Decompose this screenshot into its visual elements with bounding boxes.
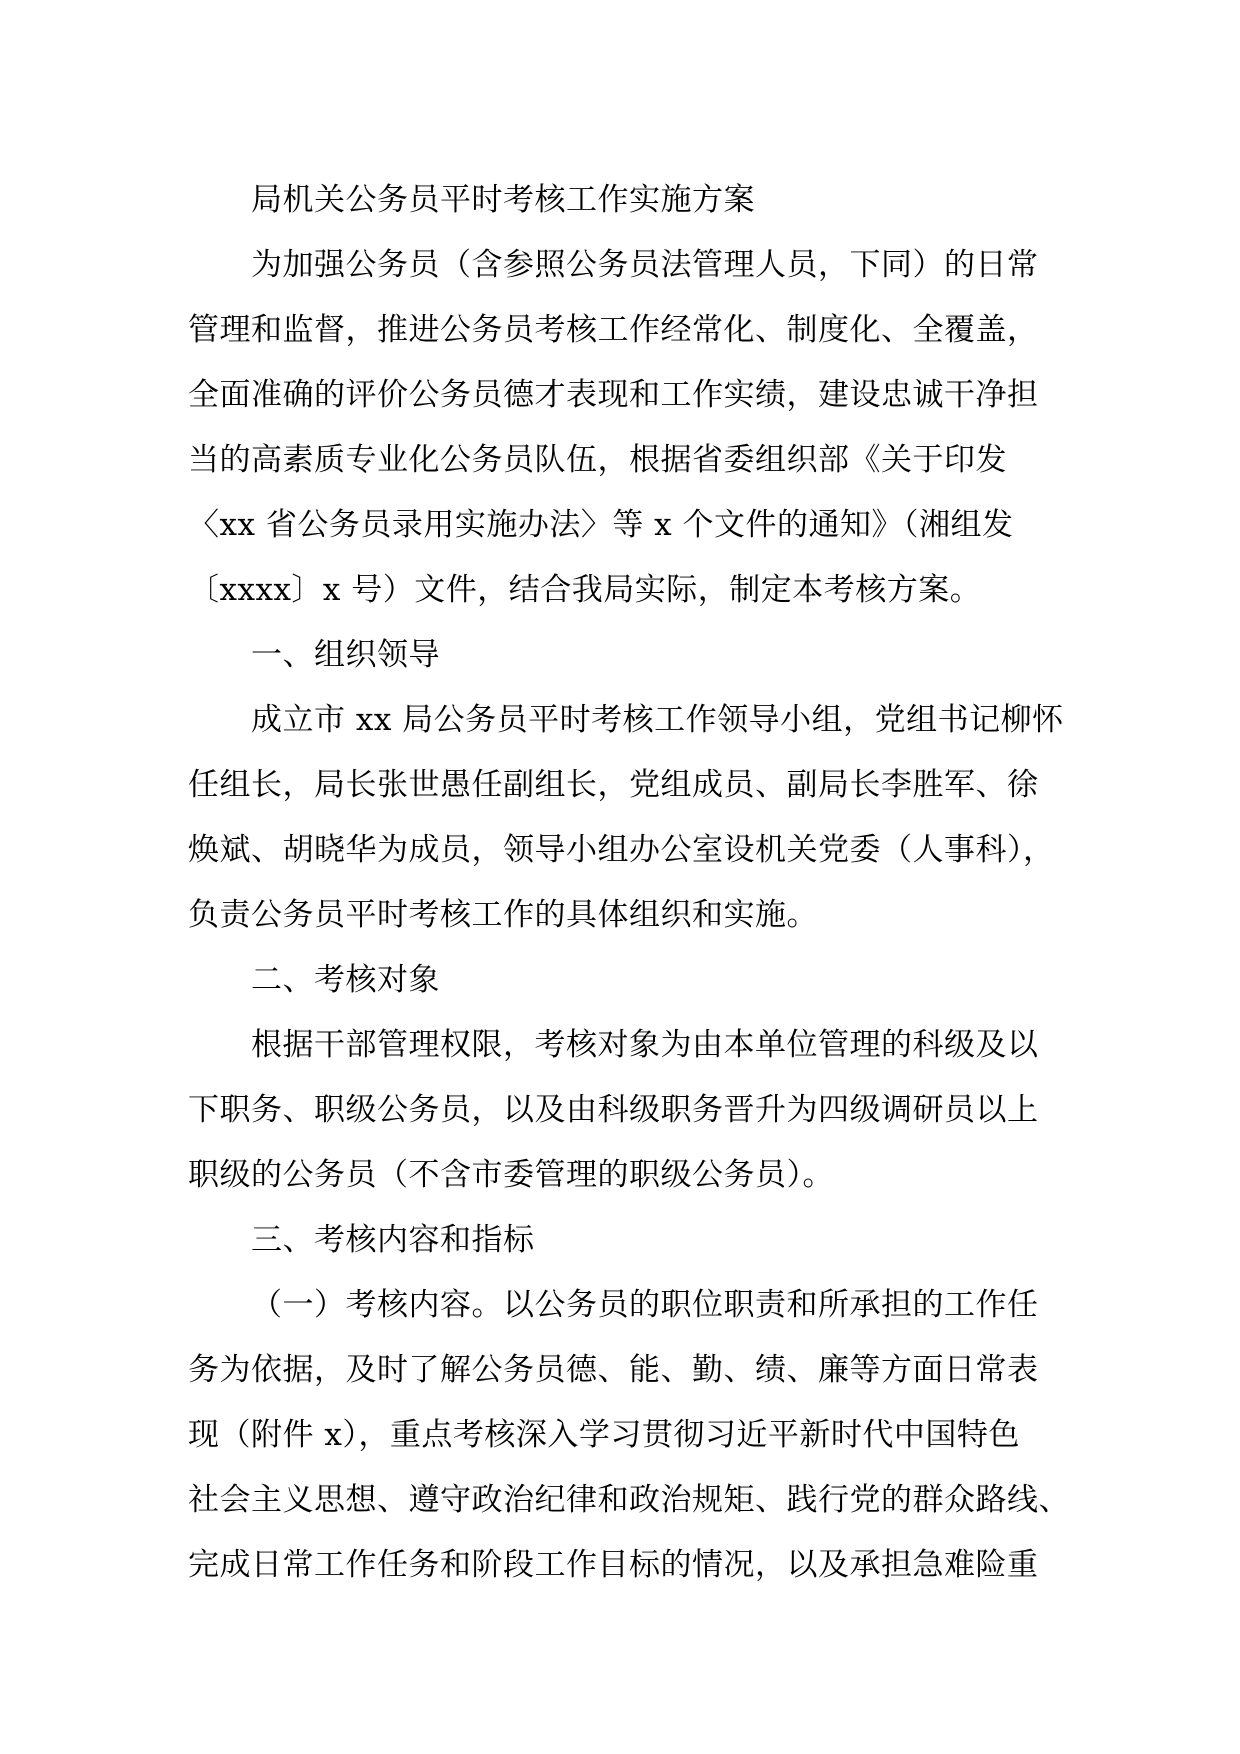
document-line: 全面准确的评价公务员德才表现和工作实绩，建设忠诚干净担 (188, 377, 1039, 413)
document-line: 负责公务员平时考核工作的具体组织和实施。 (188, 897, 818, 933)
document-line: 三、考核内容和指标 (251, 1222, 535, 1258)
document-line: 任组长，局长张世愚任副组长，党组成员、副局长李胜军、徐 (188, 767, 1039, 803)
document-line: 务为依据，及时了解公务员德、能、勤、绩、廉等方面日常表 (188, 1352, 1039, 1388)
document-line: 完成日常工作任务和阶段工作目标的情况，以及承担急难险重 (188, 1547, 1039, 1583)
document-line: 根据干部管理权限，考核对象为由本单位管理的科级及以 (251, 1027, 1039, 1063)
document-line: 管理和监督，推进公务员考核工作经常化、制度化、全覆盖， (188, 312, 1039, 348)
document-line: 下职务、职级公务员，以及由科级职务晋升为四级调研员以上 (188, 1092, 1039, 1128)
document-line: 二、考核对象 (251, 962, 440, 998)
document-line: 社会主义思想、遵守政治纪律和政治规矩、践行党的群众路线、 (188, 1482, 1070, 1518)
document-line: 〈xx 省公务员录用实施办法〉等 x 个文件的通知》（湘组发 (188, 507, 1014, 543)
document-line: 当的高素质专业化公务员队伍，根据省委组织部《关于印发 (188, 442, 1007, 478)
document-line: 一、组织领导 (251, 637, 440, 673)
document-line: （一）考核内容。以公务员的职位职责和所承担的工作任 (251, 1287, 1039, 1323)
document-title: 局机关公务员平时考核工作实施方案 (251, 182, 755, 218)
document-body (188, 168, 1068, 1598)
document-line: 焕斌、胡晓华为成员，领导小组办公室设机关党委（人事科）， (188, 832, 1055, 868)
document-line: 现（附件 x），重点考核深入学习贯彻习近平新时代中国特色 (188, 1417, 1020, 1453)
document-line: 为加强公务员（含参照公务员法管理人员，下同）的日常 (251, 247, 1039, 283)
document-line: 〔xxxx〕x 号）文件，结合我局实际，制定本考核方案。 (188, 572, 982, 608)
document-line: 成立市 xx 局公务员平时考核工作领导小组，党组书记柳怀 (251, 702, 1064, 738)
document-lines (188, 233, 1068, 1598)
document-line: 职级的公务员（不含市委管理的职级公务员）。 (188, 1157, 834, 1193)
